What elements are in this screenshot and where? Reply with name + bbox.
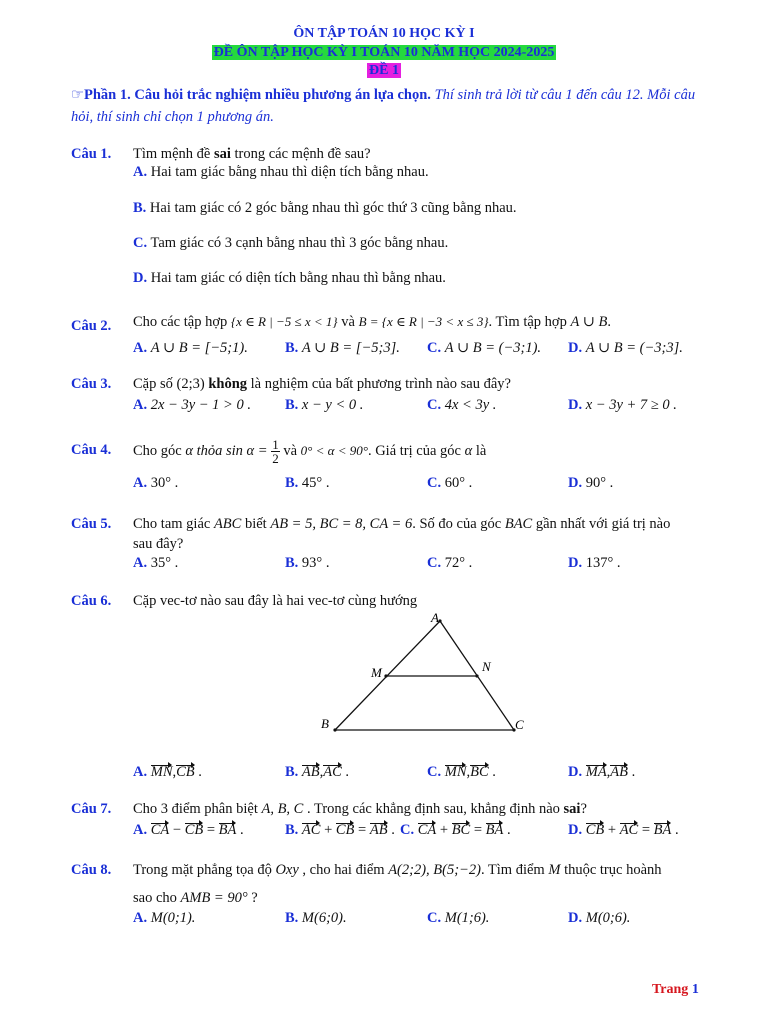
q5-option-a[interactable]: A. 35° .	[133, 555, 179, 571]
pointing-hand-icon: ☞	[71, 87, 84, 103]
q2-label: Câu 2.	[71, 318, 112, 334]
q6-option-a[interactable]: A. MN,CB .	[133, 764, 202, 780]
exam-code: ĐỀ 1	[369, 63, 399, 78]
part1-heading: ☞Phần 1. Câu hỏi trắc nghiệm nhiều phương án lựa chọn. Thí sinh trả lời từ câu 1 đến câu 12. Mỗi câu	[71, 87, 696, 103]
q3-option-d[interactable]: D. x − 3y + 7 ≥ 0 .	[568, 397, 677, 413]
q1-option-a[interactable]: A. Hai tam giác bằng nhau thì diện tích bằng nhau.	[133, 164, 429, 180]
label-c: C	[515, 717, 524, 732]
point-n	[475, 674, 478, 677]
label-m: M	[371, 665, 382, 680]
q2-stem: Cho các tập hợp {x ∈ R | −5 ≤ x < 1} và B = {x ∈ R | −3 < x ≤ 3}. Tìm tập hợp A ∪ B.	[133, 314, 611, 330]
q2-option-c[interactable]: C. A ∪ B = (−3;1).	[427, 340, 542, 356]
label-a: A	[431, 610, 439, 625]
q7-label: Câu 7.	[71, 801, 112, 817]
q4-stem: Cho góc α thỏa sin α = $\frac{1}{2}$ và 0° < α < 90°. Giá trị của góc α là	[133, 437, 487, 467]
q1-option-c[interactable]: C. Tam giác có 3 cạnh bằng nhau thì 3 góc bằng nhau.	[133, 235, 449, 251]
q8-option-b[interactable]: B. M(6;0).	[285, 910, 347, 926]
q2-option-a[interactable]: A. A ∪ B = [−5;1).	[133, 340, 248, 356]
q4-option-c[interactable]: C. 60° .	[427, 475, 473, 491]
q2-option-d[interactable]: D. A ∪ B = (−3;3].	[568, 340, 683, 356]
q3-option-c[interactable]: C. 4x < 3y .	[427, 397, 497, 413]
q8-option-d[interactable]: D. M(0;6).	[568, 910, 631, 926]
q5-stem-line2: sau đây?	[133, 536, 184, 552]
q1-stem: Tìm mệnh đề sai trong các mệnh đề sau?	[133, 146, 371, 162]
page-footer: Trang 1	[652, 982, 699, 997]
q4-option-a[interactable]: A. 30° .	[133, 475, 179, 491]
q7-stem: Cho 3 điểm phân biệt A, B, C . Trong các khẳng định sau, khẳng định nào sai?	[133, 801, 587, 817]
doc-title: ÔN TẬP TOÁN 10 HỌC KỲ I	[293, 26, 475, 41]
label-n: N	[482, 659, 491, 674]
q7-option-a[interactable]: A. CA − CB = BA .	[133, 822, 244, 838]
q1-option-b[interactable]: B. Hai tam giác có 2 góc bằng nhau thì góc thứ 3 cũng bằng nhau.	[133, 200, 517, 216]
q4-option-b[interactable]: B. 45° .	[285, 475, 330, 491]
q4-fraction: $\frac{1}{2}$	[272, 437, 279, 467]
q3-stem: Cặp số (2;3) không là nghiệm của bất phương trình nào sau đây?	[133, 376, 511, 392]
q6-stem: Cặp vec-tơ nào sau đây là hai vec-tơ cùng hướng	[133, 593, 418, 609]
q6-option-b[interactable]: B. AB,AC .	[285, 764, 350, 780]
q5-label: Câu 5.	[71, 516, 112, 532]
point-b	[333, 728, 336, 731]
q3-label: Câu 3.	[71, 376, 112, 392]
q8-label: Câu 8.	[71, 862, 112, 878]
exam-title: ĐỀ ÔN TẬP HỌC KỲ I TOÁN 10 NĂM HỌC 2024-2025	[213, 45, 555, 60]
q1-label: Câu 1.	[71, 146, 112, 162]
point-m	[384, 674, 387, 677]
label-b: B	[321, 716, 329, 731]
q7-option-b[interactable]: B. AC + CB = AB .	[285, 822, 395, 838]
q8-option-c[interactable]: C. M(1;6).	[427, 910, 490, 926]
q8-stem: Trong mặt phẳng tọa độ Oxy , cho hai điểm A(2;2), B(5;−2). Tìm điểm M thuộc trục hoành	[133, 862, 662, 878]
q1-option-d[interactable]: D. Hai tam giác có diện tích bằng nhau thì bằng nhau.	[133, 270, 446, 286]
q5-option-b[interactable]: B. 93° .	[285, 555, 330, 571]
q4-label: Câu 4.	[71, 442, 112, 458]
q5-stem: Cho tam giác ABC biết AB = 5, BC = 8, CA = 6. Số đo của góc BAC gần nhất với giá trị nào	[133, 516, 671, 532]
q4-option-d[interactable]: D. 90° .	[568, 475, 614, 491]
q6-option-d[interactable]: D. MA,AB .	[568, 764, 636, 780]
q6-option-c[interactable]: C. MN,BC .	[427, 764, 496, 780]
q8-option-a[interactable]: A. M(0;1).	[133, 910, 196, 926]
q2-option-b[interactable]: B. A ∪ B = [−5;3].	[285, 340, 400, 356]
q5-option-c[interactable]: C. 72° .	[427, 555, 473, 571]
part1-instruction: hỏi, thí sinh chỉ chọn 1 phương án.	[71, 109, 274, 125]
q8-stem-line2: sao cho AMB = 90° ?	[133, 890, 258, 906]
q5-option-d[interactable]: D. 137° .	[568, 555, 621, 571]
q3-option-b[interactable]: B. x − y < 0 .	[285, 397, 364, 413]
q3-option-a[interactable]: A. 2x − 3y − 1 > 0 .	[133, 397, 251, 413]
q7-option-c[interactable]: C. CA + BC = BA .	[400, 822, 511, 838]
q6-label: Câu 6.	[71, 593, 112, 609]
q7-option-d[interactable]: D. CB + AC = BA .	[568, 822, 679, 838]
